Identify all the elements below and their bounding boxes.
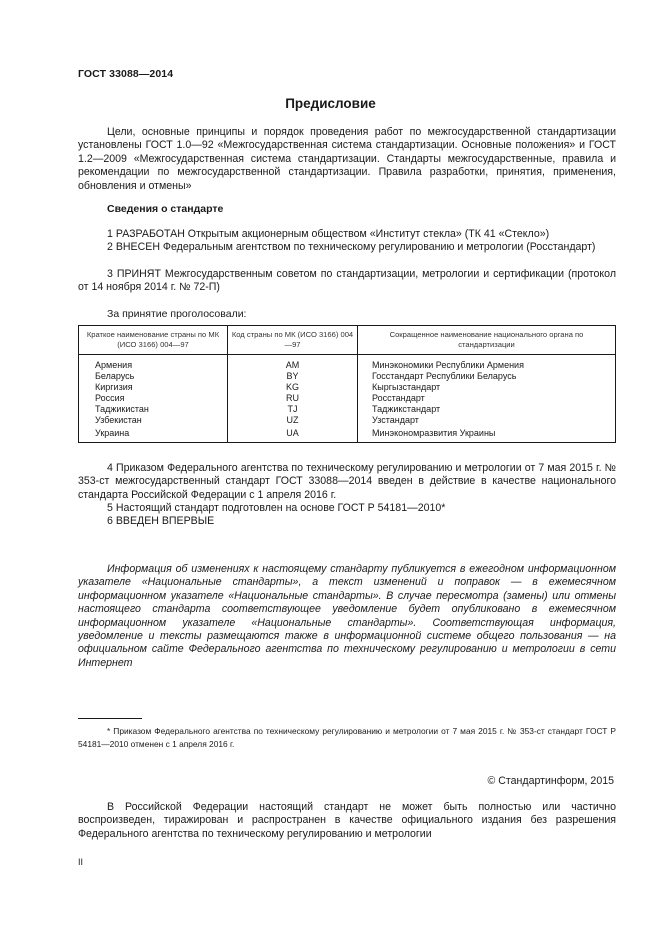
header-code: Код страны по МК (ИСО 3166) 004—97 <box>228 326 358 355</box>
table-header-row <box>79 326 616 355</box>
item-introduced: 2 ВНЕСЕН Федеральным агентством по техническому регулированию и метрологии (Росстандарт) <box>107 241 596 253</box>
footnote: * Приказом Федерального агентства по техническому регулированию и метрологии от 7 мая 2015 г. № 353-ст стандарт ГОСТ Р 54181—2010 отменен с 1 апреля 2016 г. <box>78 726 616 749</box>
body-cell: Госстандарт Республики Беларусь <box>358 371 616 382</box>
country-cell: Таджикистан <box>79 404 228 415</box>
body-cell: Минэкономики Республики Армения <box>358 355 616 372</box>
table-row <box>79 404 616 415</box>
info-heading: Сведения о стандарте <box>107 203 224 215</box>
country-cell: Украина <box>79 426 228 443</box>
table-row <box>79 371 616 382</box>
table-row <box>79 415 616 426</box>
body-cell: Росстандарт <box>358 393 616 404</box>
body-cell: Минэкономразвития Украины <box>358 426 616 443</box>
country-cell: Беларусь <box>79 371 228 382</box>
footnote-divider <box>78 718 142 719</box>
item-order: 4 Приказом Федерального агентства по техническому регулированию и метрологии от 7 мая 2015 г. № 353-ст межгосударственный стандарт ГОСТ 33088—2014 введен в действие в качестве национального стандарта Российской Федерации с 1 апреля 2016 г. <box>78 462 616 501</box>
table-row <box>79 393 616 404</box>
intro-paragraph: Цели, основные принципы и порядок проведения работ по межгосударственной стандартизации установлены ГОСТ 1.0—92 «Межгосударственная система стандартизации. Основные положения» и ГОСТ 1.2—2009 «Межгосударственная система стандартизации. Стандарты межгосударственные, правила и рекомендации по межгосударственной стандартизации. Правила разработки, принятия, применения, обновления и отмены» <box>78 126 616 192</box>
document-header: ГОСТ 33088—2014 <box>78 68 174 80</box>
code-cell: AM <box>228 355 358 372</box>
copyright: © Стандартинформ, 2015 <box>487 775 614 787</box>
rights-notice: В Российской Федерации настоящий стандарт не может быть полностью или частично воспроизведен, тиражирован и распространен в качестве официального издания без разрешения Федерального агентства по техническому регулированию и метрологии <box>78 801 616 840</box>
country-cell: Армения <box>79 355 228 372</box>
item-adopted: 3 ПРИНЯТ Межгосударственным советом по стандартизации, метрологии и сертификации (протокол от 14 ноября 2014 г. № 72-П) <box>78 268 616 294</box>
code-cell: BY <box>228 371 358 382</box>
header-country: Краткое наименование страны по МК (ИСО 3166) 004—97 <box>79 326 228 355</box>
code-cell: KG <box>228 382 358 393</box>
change-notice: Информация об изменениях к настоящему стандарту публикуется в ежегодном информационном указателе «Национальные стандарты», а текст изменений и поправок — в ежемесячном информационном указателе «Национальные стандарты». В случае пересмотра (замены) или отмены настоящего стандарта соответствующее уведомление будет опубликовано в ежемесячном информационном указателе «Национальные стандарты». Соответствующая информация, уведомление и тексты размещаются также в информационной системе общего пользования — на официальном сайте Федерального агентства по техническому регулированию и метрологии в сети Интернет <box>78 563 616 669</box>
country-cell: Узбекистан <box>79 415 228 426</box>
country-cell: Киргизия <box>79 382 228 393</box>
voting-table <box>78 325 616 443</box>
item-developed: 1 РАЗРАБОТАН Открытым акционерным обществом «Институт стекла» (ТК 41 «Стекло») <box>107 228 550 240</box>
table-row <box>79 382 616 393</box>
table-row <box>79 355 616 372</box>
body-cell: Кыргызстандарт <box>358 382 616 393</box>
code-cell: TJ <box>228 404 358 415</box>
body-cell: Таджикстандарт <box>358 404 616 415</box>
page-title: Предисловие <box>285 96 376 111</box>
item-based-on: 5 Настоящий стандарт подготовлен на основе ГОСТ Р 54181—2010* <box>107 502 446 514</box>
country-cell: Россия <box>79 393 228 404</box>
voted-label: За принятие проголосовали: <box>107 308 247 320</box>
table-row <box>79 426 616 443</box>
code-cell: UA <box>228 426 358 443</box>
code-cell: RU <box>228 393 358 404</box>
body-cell: Узстандарт <box>358 415 616 426</box>
item-first-introduced: 6 ВВЕДЕН ВПЕРВЫЕ <box>107 515 215 527</box>
code-cell: UZ <box>228 415 358 426</box>
header-body: Сокращенное наименование национального органа по стандартизации <box>358 326 616 355</box>
page-number: II <box>78 857 84 867</box>
